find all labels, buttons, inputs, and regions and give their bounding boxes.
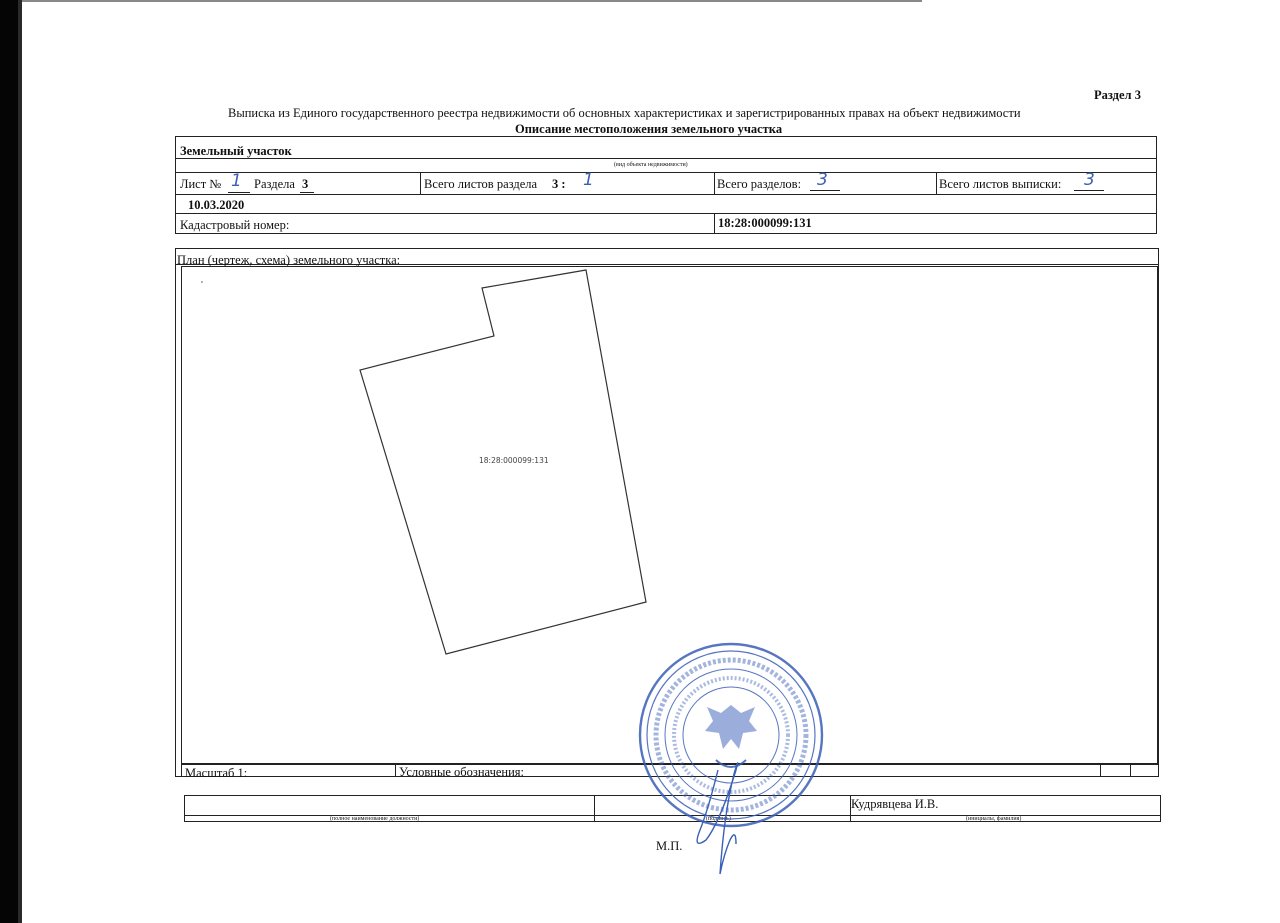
parcel-label: 18:28:000099:131 [479, 456, 549, 465]
cadastral-number: 18:28:000099:131 [718, 216, 812, 230]
legend-label: Условные обозначения: [399, 765, 525, 779]
position-caption: (полное наименование должности) [330, 816, 420, 822]
section-label: Раздела [254, 177, 295, 191]
initials-caption: (инициалы, фамилия) [966, 816, 1022, 822]
plan-label: План (чертеж, схема) земельного участка: [177, 253, 401, 267]
official-seal [640, 644, 822, 826]
sheet-label: Лист № [180, 177, 222, 191]
extract-sheets-label: Всего листов выписки: [939, 177, 1062, 191]
document-title: Выписка из Единого государственного реестра недвижимости об основных характеристиках и зарегистрированных правах на объект недвижимости [228, 106, 1021, 120]
scale-label: Масштаб 1: [185, 766, 248, 780]
section-title: Раздел 3 [1094, 88, 1141, 102]
section-total-handwritten: 1 [583, 170, 594, 190]
cadastral-label: Кадастровый номер: [180, 218, 290, 232]
scan-dot [201, 281, 203, 283]
sections-handwritten: 3 [817, 170, 828, 190]
object-type: Земельный участок [180, 144, 292, 158]
sections-label: Всего разделов: [717, 177, 802, 191]
object-type-caption: (вид объекта недвижимости) [614, 162, 688, 168]
section-total-label: Всего листов раздела [424, 177, 538, 191]
sheet-number-handwritten: 1 [231, 171, 242, 191]
seal-place-label: М.П. [656, 839, 683, 853]
document-subtitle: Описание местоположения земельного участка [515, 122, 783, 136]
extract-date: 10.03.2020 [188, 198, 245, 212]
extract-sheets-handwritten: 3 [1084, 170, 1095, 190]
section-total-value: 3 : [552, 177, 566, 191]
section-number: 3 [302, 177, 309, 191]
signature-caption: (подпись) [706, 816, 731, 822]
signatory-name: Кудрявцева И.В. [851, 797, 939, 811]
